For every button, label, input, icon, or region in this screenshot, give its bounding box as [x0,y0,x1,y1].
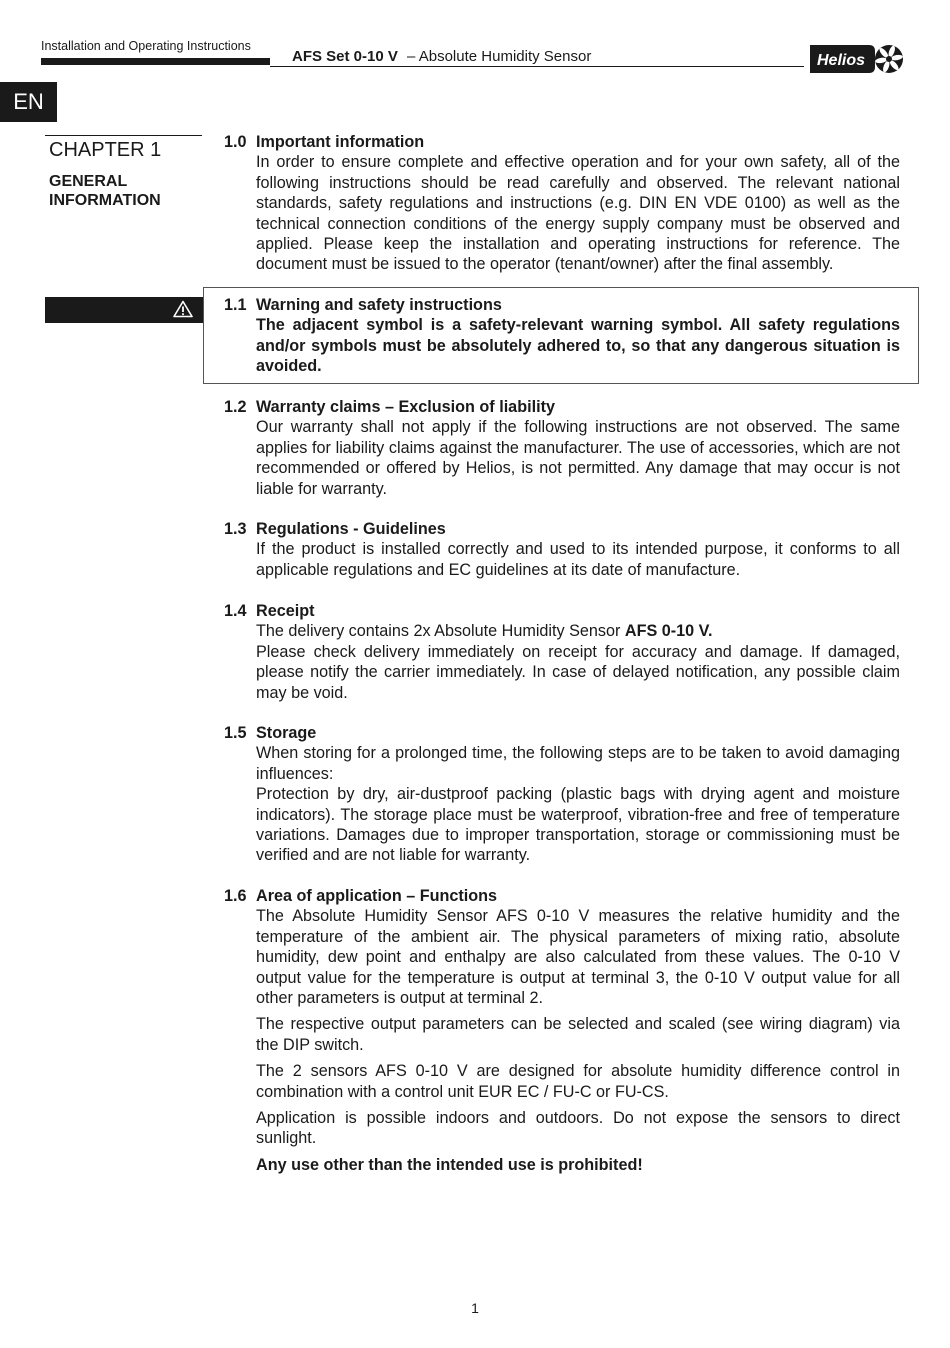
section-1-1 [224,295,900,377]
section-heading: Warning and safety instructions [256,296,502,314]
section-paragraph: If the product is installed correctly and used to its intended purpose, it conforms to all applicable regulations and EC guidelines at its date of manufacture. [256,540,900,579]
chapter-rule [45,135,202,136]
section-paragraph: The adjacent symbol is a safety-relevant warning symbol. All safety regulations and/or symbols must be absolutely adhered to, so that any dangerous situation is avoided. [256,316,900,376]
warning-triangle-icon [173,300,193,318]
section-number: 1.2 [224,398,247,416]
section-number: 1.0 [224,133,247,151]
helios-logo [807,42,907,76]
section-paragraph: Application is possible indoors and outdoors. Do not expose the sensors to direct sunlight. [256,1109,900,1148]
section-1-6 [224,886,900,1175]
prohibition-notice: Any use other than the intended use is prohibited! [256,1155,643,1174]
product-description: – Absolute Humidity Sensor [407,48,592,65]
section-paragraph: The respective output parameters can be selected and scaled (see wiring diagram) via the DIP switch. [256,1015,900,1054]
document-type: Installation and Operating Instructions [41,39,251,53]
section-heading: Storage [256,724,317,742]
section-paragraph: Protection by dry, air-dustproof packing (plastic bags with drying agent and moisture indicators). The storage place must be waterproof, vibration-free and free of temperature variations. Damages due to improper transportation, storage or commissioning must be verified and are not liable for warranty. [256,785,900,865]
section-number: 1.6 [224,887,247,905]
section-1-4 [224,601,900,703]
document-title [292,48,591,65]
section-number: 1.4 [224,602,247,620]
section-paragraph: In order to ensure complete and effective operation and for your own safety, all of the following instructions should be read carefully and observed. The relevant national standards, safety regulations and instructions (e.g. DIN EN VDE 0100) as well as the technical connection conditions of the energy supply company must be observed and applied. Please keep the installation and operating instructions for reference. The document must be issued to the operator (tenant/owner) after the final assembly. [256,153,900,274]
section-number: 1.1 [224,296,247,314]
section-paragraph: The Absolute Humidity Sensor AFS 0-10 V measures the relative humidity and the temperature of the ambient air. The physical parameters of mixing ratio, absolute humidity, dew point and enthalpy are also calculated from these values. The 0-10 V output value for the temperature is output at terminal 3, the 0-10 V output value for all other parameters is output at terminal 2. [256,907,900,1008]
section-heading: Regulations - Guidelines [256,520,446,538]
section-heading: Important information [256,133,425,151]
section-number: 1.3 [224,520,247,538]
section-1-3 [224,519,900,580]
product-name: AFS Set 0-10 V [292,48,398,65]
section-paragraph: Our warranty shall not apply if the following instructions are not observed. The same applies for liability claims against the manufacturer. The use of accessories, which are not recommended or offered by Helios, is not permitted. Any damage that may occur is not liable for warranty. [256,418,900,498]
section-1-2 [224,397,900,499]
header-rule [270,66,804,67]
section-number: 1.5 [224,724,247,742]
section-paragraph: Please check delivery immediately on receipt for accuracy and damage. If damaged, please notify the carrier immediately. In case of delayed notification, any possible claim may be void. [256,642,900,702]
receipt-product: AFS 0-10 V. [624,622,713,641]
chapter-title: CHAPTER 1 [49,139,162,161]
section-heading: Area of application – Functions [256,887,498,905]
header-bar [41,58,270,65]
section-paragraph: The 2 sensors AFS 0-10 V are designed for absolute humidity difference control in combination with a control unit EUR EC / FU-C or FU-CS. [256,1062,900,1101]
logo-text: Helios [816,52,866,69]
section-paragraph: When storing for a prolonged time, the following steps are to be taken to avoid damaging influences: [256,744,900,783]
section-1-0 [224,132,900,275]
language-tab: EN [0,82,57,122]
page-number: 1 [471,1300,479,1316]
section-heading: Receipt [256,602,315,620]
section-heading: Warranty claims – Exclusion of liability [256,398,555,416]
receipt-text: The delivery contains 2x Absolute Humidity Sensor [256,622,625,641]
section-1-5 [224,723,900,866]
chapter-subtitle: GENERAL INFORMATION [49,173,161,209]
warning-bar [45,297,203,323]
section-paragraph [256,621,900,641]
